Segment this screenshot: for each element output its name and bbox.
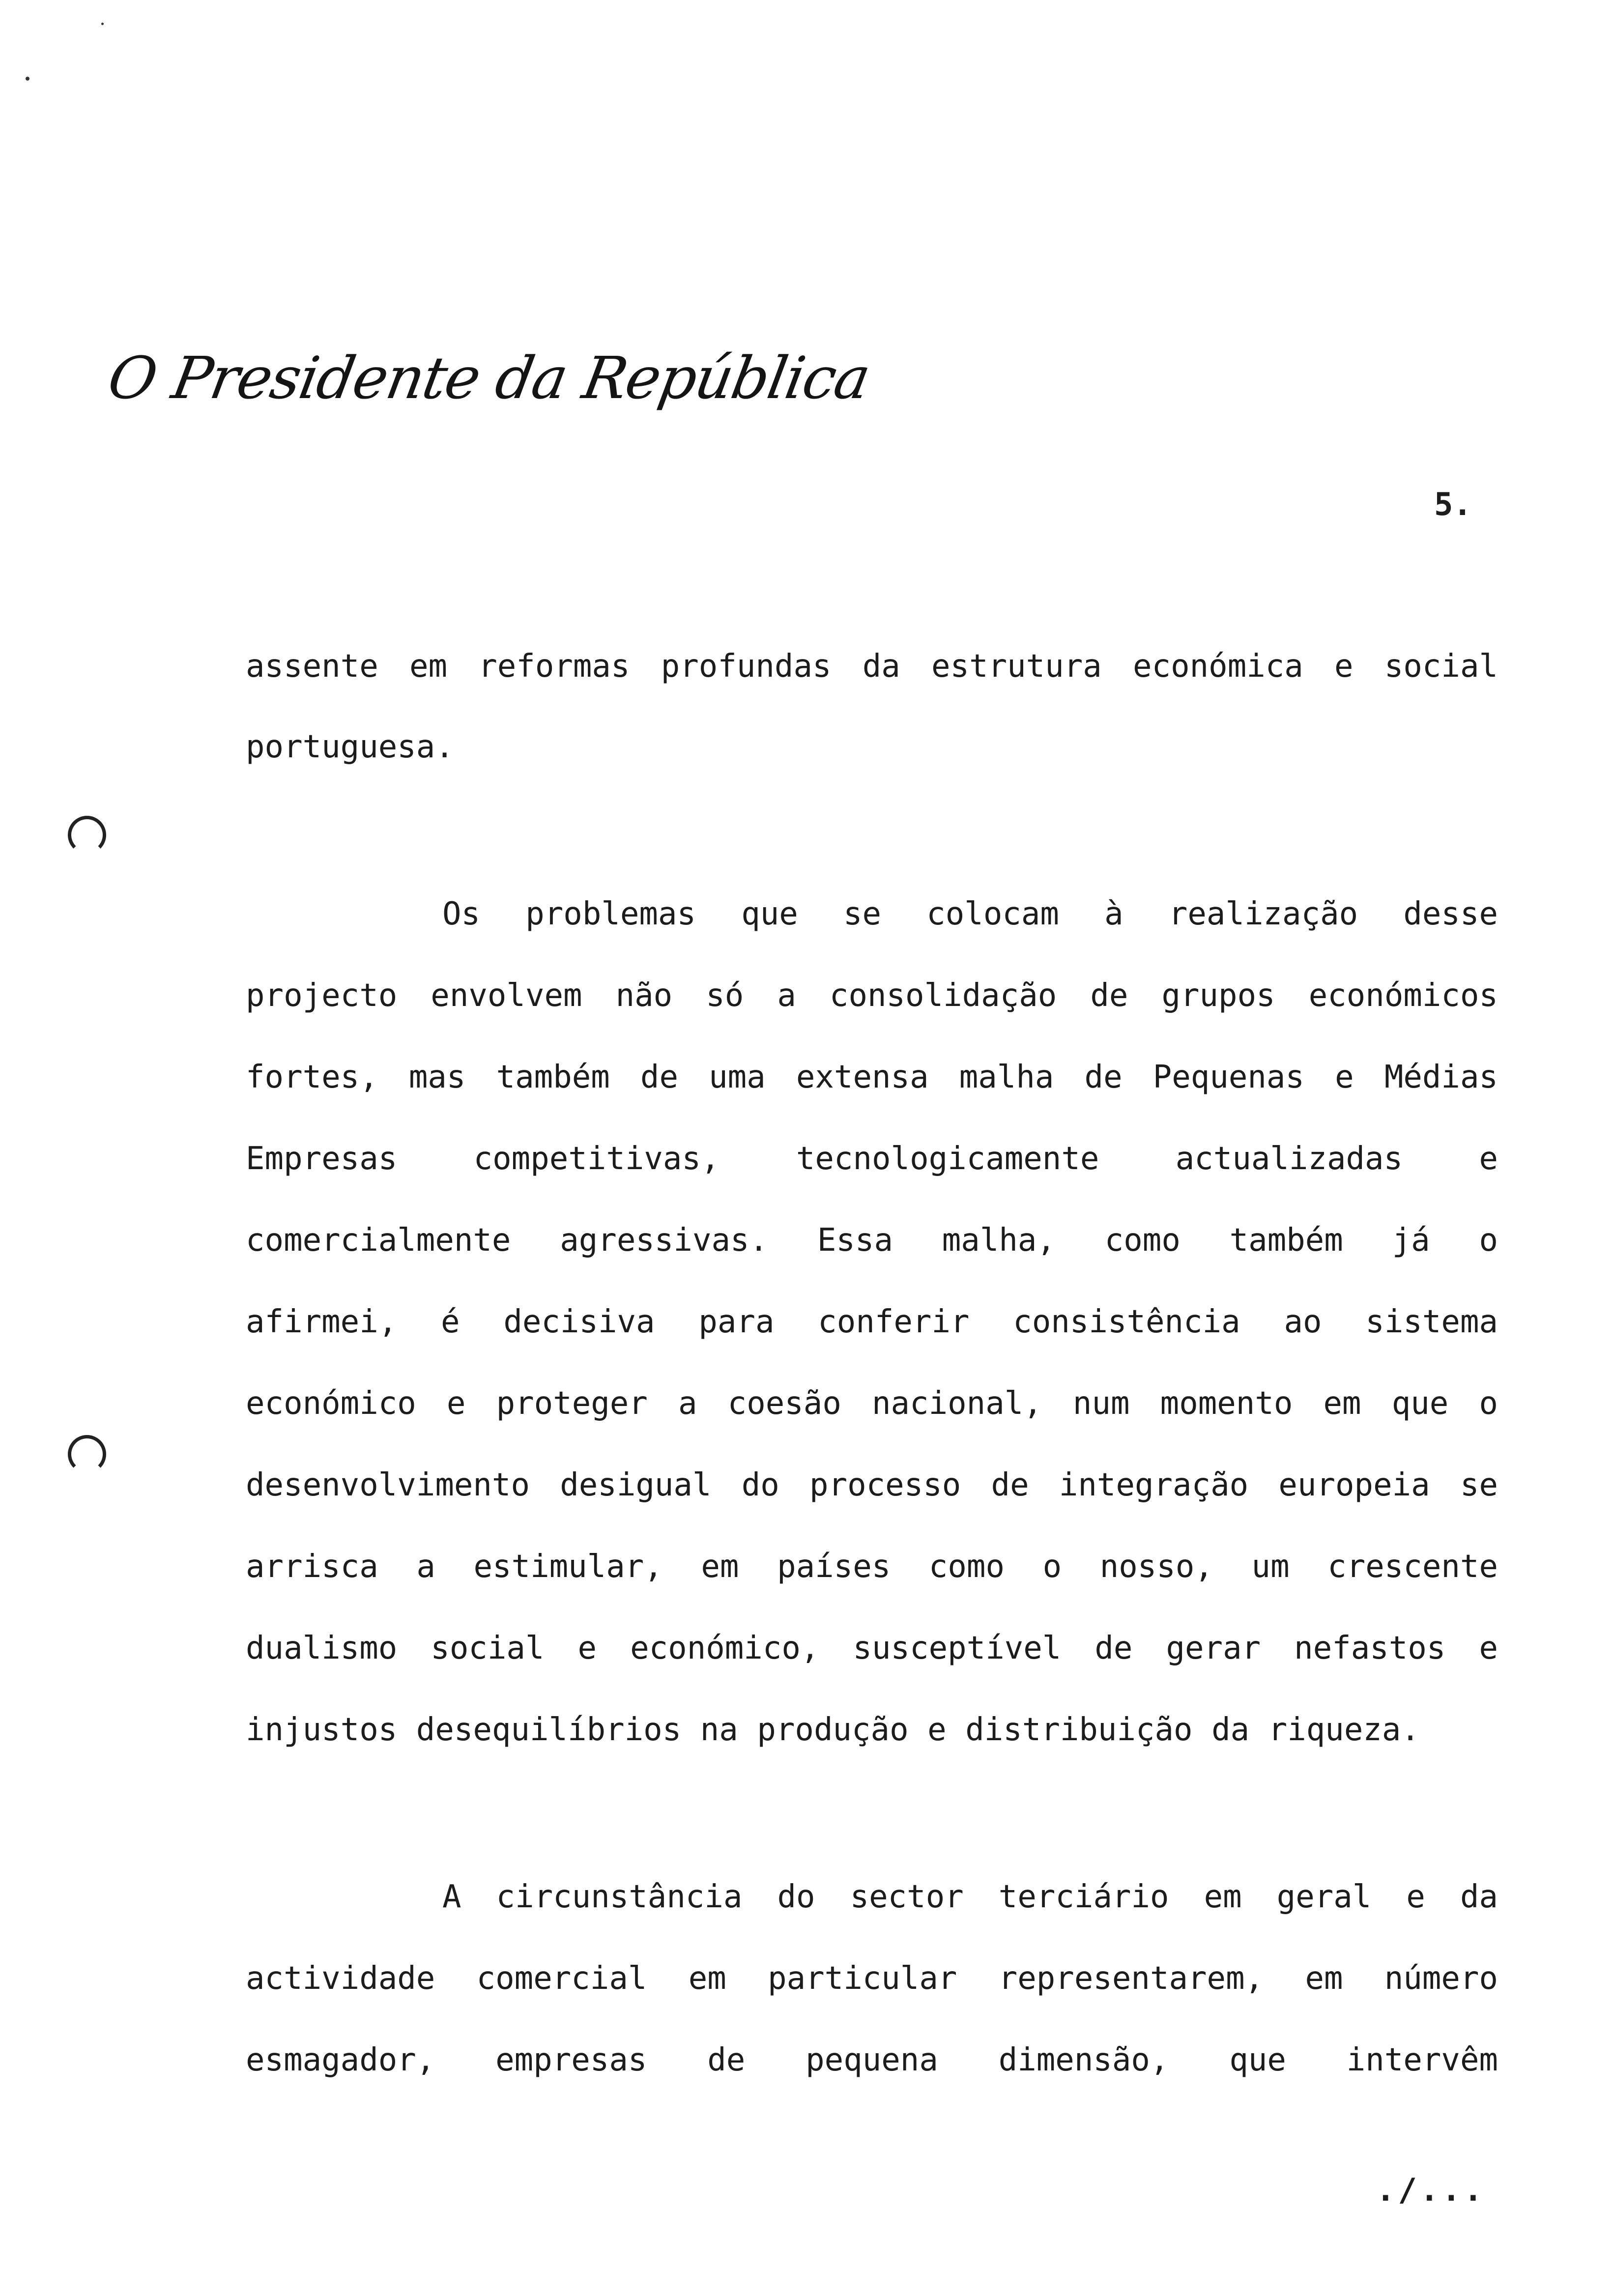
text-line: injustos desequilíbrios na produção e distribuição da riqueza. <box>246 1712 1420 1748</box>
punch-hole-top <box>68 816 106 854</box>
page-number: 5. <box>1434 487 1472 523</box>
text-line: arrisca a estimular, em países como o nosso, um crescente <box>246 1549 1498 1585</box>
text-line: dualismo social e económico, susceptível de gerar nefastos e <box>246 1630 1498 1666</box>
continuation-mark: ./... <box>1376 2172 1486 2209</box>
text-line: Empresas competitivas, tecnologicamente actualizadas e <box>246 1141 1498 1177</box>
text-line: assente em reformas profundas da estrutura económica e social <box>246 648 1498 685</box>
text-line: fortes, mas também de uma extensa malha de Pequenas e Médias <box>246 1059 1498 1095</box>
punch-hole-bottom <box>68 1435 106 1473</box>
text-line: comercialmente agressivas. Essa malha, como também já o <box>246 1222 1498 1259</box>
text-line: portuguesa. <box>246 729 454 765</box>
letterhead: O Presidente da República <box>103 344 875 412</box>
text-line: afirmei, é decisiva para conferir consistência ao sistema <box>246 1304 1498 1340</box>
text-line: A circunstância do sector terciário em geral e da <box>442 1879 1498 1915</box>
text-line: actividade comercial em particular representarem, em número <box>246 1960 1498 1997</box>
text-line: desenvolvimento desigual do processo de integração europeia se <box>246 1467 1498 1503</box>
text-line: Os problemas que se colocam à realização desse <box>442 896 1498 932</box>
text-line: esmagador, empresas de pequena dimensão, que intervêm <box>246 2042 1498 2078</box>
text-line: projecto envolvem não só a consolidação de grupos económicos <box>246 977 1498 1014</box>
scan-speck <box>26 77 29 81</box>
scan-speck <box>101 23 104 25</box>
text-line: económico e proteger a coesão nacional, num momento em que o <box>246 1385 1498 1422</box>
